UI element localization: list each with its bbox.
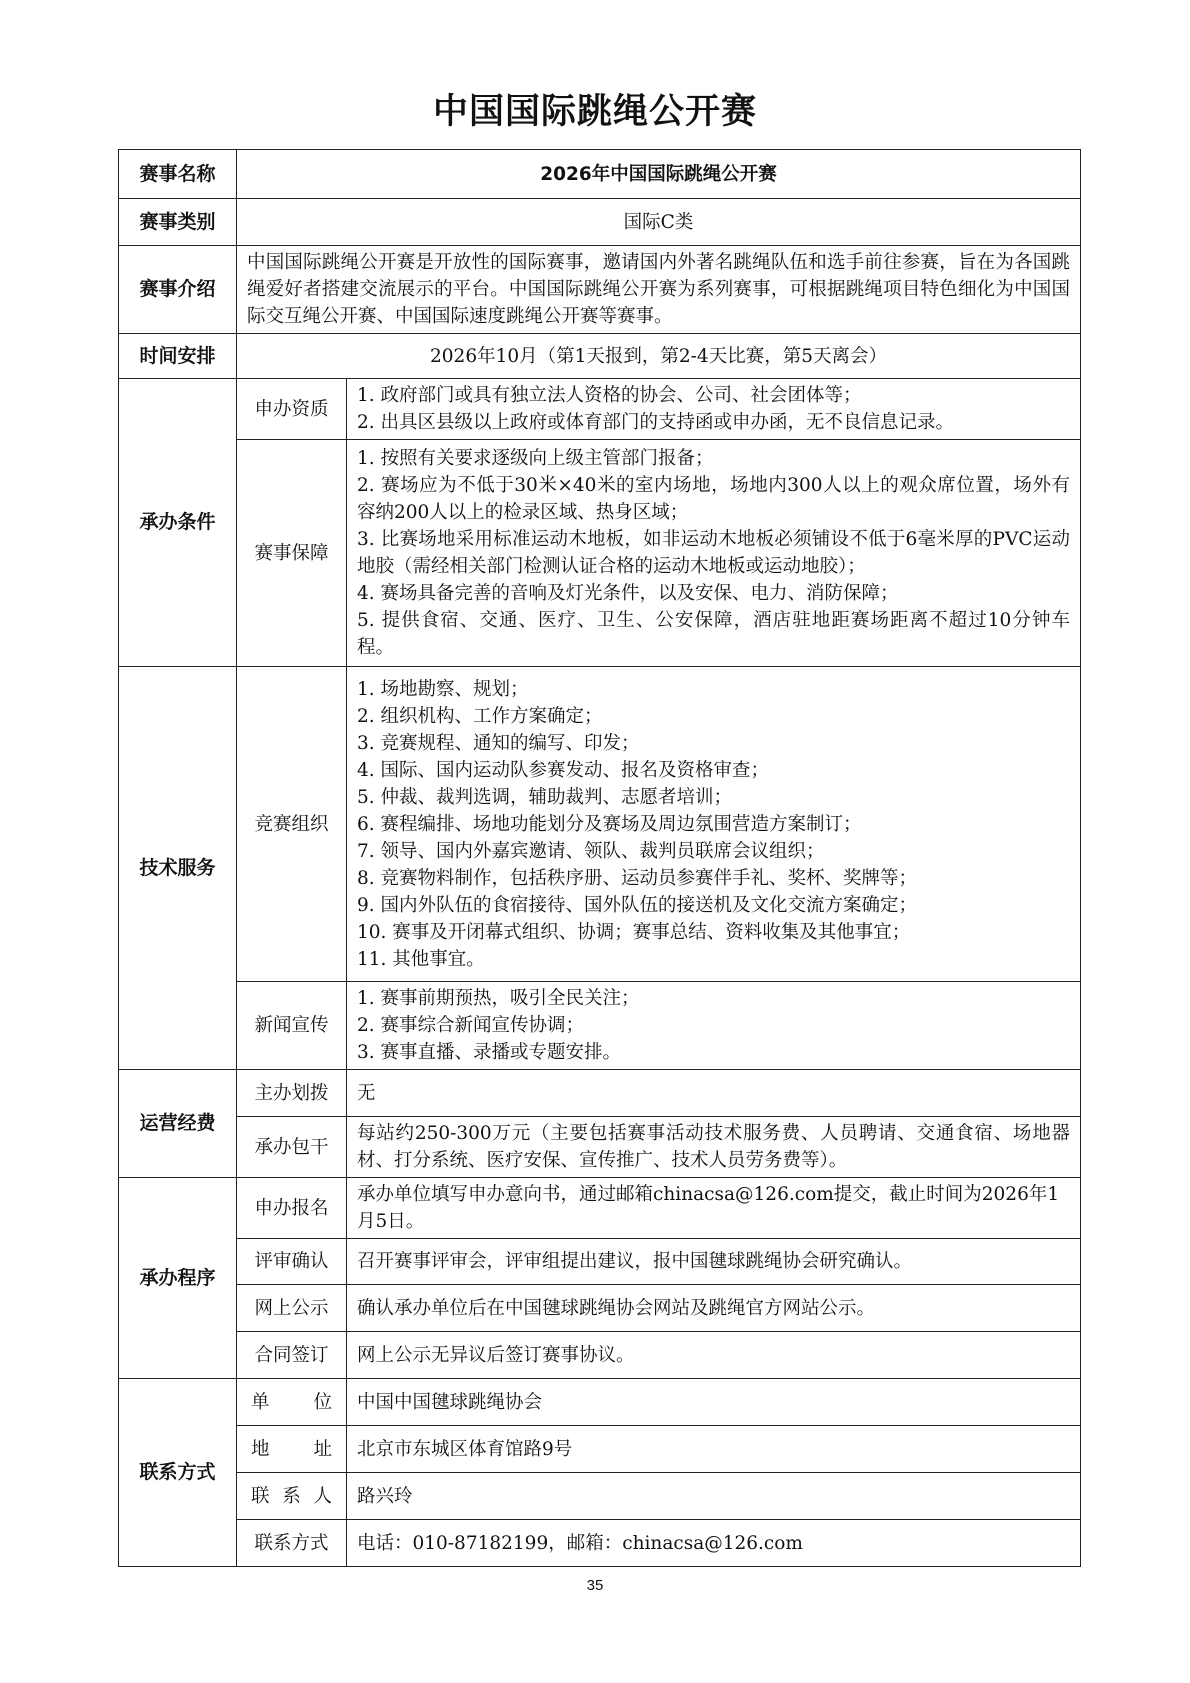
table-row [119,1473,1081,1520]
contact-method-value: 电话：010-87182199，邮箱：chinacsa@126.com [347,1520,1081,1567]
list-item: 2. 赛事综合新闻宣传协调； [357,1015,585,1036]
list-item: 3. 竞赛规程、通知的编写、印发； [357,732,640,754]
event-schedule-value: 2026年10月（第1天报到，第2-4天比赛，第5天离会） [237,334,1081,379]
review-value: 召开赛事评审会，评审组提出建议，报中国毽球跳绳协会研究确认。 [347,1239,1081,1285]
sub-header-review: 评审确认 [237,1239,347,1285]
contact-person-value: 路兴玲 [347,1473,1081,1520]
table-row [119,1332,1081,1379]
sub-header-contract: 承办包干 [237,1117,347,1178]
table-row [119,1285,1081,1332]
event-info-table [118,149,1081,1567]
row-header-procedure: 承办程序 [119,1178,237,1379]
sub-header-address: 地 址 [237,1426,347,1473]
list-item: 11. 其他事宜。 [357,948,485,970]
table-row [119,1239,1081,1285]
row-header-schedule: 时间安排 [119,334,237,379]
list-item: 4. 赛场具备完善的音响及灯光条件，以及安保、电力、消防保障； [357,583,899,604]
sub-header-unit: 单 位 [237,1379,347,1426]
event-intro-value: 中国国际跳绳公开赛是开放性的国际赛事，邀请国内外著名跳绳队伍和选手前往参赛，旨在为各国跳绳爱好者搭建交流展示的平台。中国国际跳绳公开赛为系列赛事，可根据跳绳项目特色细化为中国国际交互绳公开赛、中国国际速度跳绳公开赛等赛事。 [237,246,1081,334]
list-item: 6. 赛程编排、场地功能划分及赛场及周边氛围营造方案制订； [357,813,862,835]
list-item: 2. 出具区县级以上政府或体育部门的支持函或申办函，无不良信息记录。 [357,412,955,433]
contact-unit-value: 中国中国毽球跳绳协会 [347,1379,1081,1426]
table-row [119,379,1081,440]
publish-value: 确认承办单位后在中国毽球跳绳协会网站及跳绳官方网站公示。 [347,1285,1081,1332]
contact-address-value: 北京市东城区体育馆路9号 [347,1426,1081,1473]
sub-header-sign: 合同签订 [237,1332,347,1379]
publicity-list [347,982,1081,1070]
row-header-intro: 赛事介绍 [119,246,237,334]
sub-header-publish: 网上公示 [237,1285,347,1332]
sub-header-person: 联系人 [237,1473,347,1520]
page-title: 中国国际跳绳公开赛 [432,92,757,132]
table-row [119,1117,1081,1178]
list-item: 3. 比赛场地采用标准运动木地板，如非运动木地板必须铺设不低于6毫米厚的PVC运动地胶（需经相关部门检测认证合格的运动木地板或运动地胶）； [357,529,1070,577]
table-row [119,1379,1081,1426]
list-item: 3. 赛事直播、录播或专题安排。 [357,1042,622,1063]
host-allocation-value: 无 [347,1070,1081,1117]
row-header-funding: 运营经费 [119,1070,237,1178]
contract-value: 每站约250-300万元（主要包括赛事活动技术服务费、人员聘请、交通食宿、场地器材、打分系统、医疗安保、宣传推广、技术人员劳务费等）。 [347,1117,1081,1178]
list-item: 5. 提供食宿、交通、医疗、卫生、公安保障，酒店驻地距赛场距离不超过10分钟车程。 [357,610,1070,658]
list-item: 5. 仲裁、裁判选调，辅助裁判、志愿者培训； [357,786,733,808]
table-row [119,667,1081,982]
table-row [119,199,1081,246]
row-header-contact: 联系方式 [119,1379,237,1567]
apply-value: 承办单位填写申办意向书，通过邮箱chinacsa@126.com提交，截止时间为2026年1月5日。 [347,1178,1081,1239]
table-row [119,1426,1081,1473]
sub-header-qualification: 申办资质 [237,379,347,440]
list-item: 2. 组织机构、工作方案确定； [357,705,603,727]
organization-list [347,667,1081,982]
list-item: 10. 赛事及开闭幕式组织、协调；赛事总结、资料收集及其他事宜； [357,921,911,943]
list-item: 7. 领导、国内外嘉宾邀请、领队、裁判员联席会议组织； [357,840,825,862]
event-name-value: 2026年中国国际跳绳公开赛 [237,150,1081,199]
sub-header-organization: 竞赛组织 [237,667,347,982]
row-header-conditions: 承办条件 [119,379,237,667]
sub-header-apply: 申办报名 [237,1178,347,1239]
table-row [119,1520,1081,1567]
table-row [119,246,1081,334]
list-item: 1. 政府部门或具有独立法人资格的协会、公司、社会团体等； [357,385,862,406]
sign-value: 网上公示无异议后签订赛事协议。 [347,1332,1081,1379]
row-header-name: 赛事名称 [119,150,237,199]
qualification-list [347,379,1081,440]
table-row [119,334,1081,379]
table-row [119,1178,1081,1239]
sub-header-guarantee: 赛事保障 [237,440,347,667]
row-header-tech: 技术服务 [119,667,237,1070]
sub-header-publicity: 新闻宣传 [237,982,347,1070]
list-item: 1. 场地勘察、规划； [357,678,529,700]
sub-header-host-allocation: 主办划拨 [237,1070,347,1117]
table-row [119,150,1081,199]
table-row [119,440,1081,667]
list-item: 4. 国际、国内运动队参赛发动、报名及资格审查； [357,759,770,781]
guarantee-list [347,440,1081,667]
sub-header-method: 联系方式 [237,1520,347,1567]
table-row [119,1070,1081,1117]
list-item: 8. 竞赛物料制作，包括秩序册、运动员参赛伴手礼、奖杯、奖牌等； [357,867,918,889]
table-row [119,982,1081,1070]
list-item: 2. 赛场应为不低于30米×40米的室内场地，场地内300人以上的观众席位置，场外有容纳200人以上的检录区域、热身区域； [357,475,1070,523]
event-category-value: 国际C类 [237,199,1081,246]
list-item: 1. 按照有关要求逐级向上级主管部门报备； [357,448,714,469]
list-item: 1. 赛事前期预热，吸引全民关注； [357,988,640,1009]
list-item: 9. 国内外队伍的食宿接待、国外队伍的接送机及文化交流方案确定； [357,894,918,916]
page-number: 35 [586,1577,604,1594]
row-header-category: 赛事类别 [119,199,237,246]
